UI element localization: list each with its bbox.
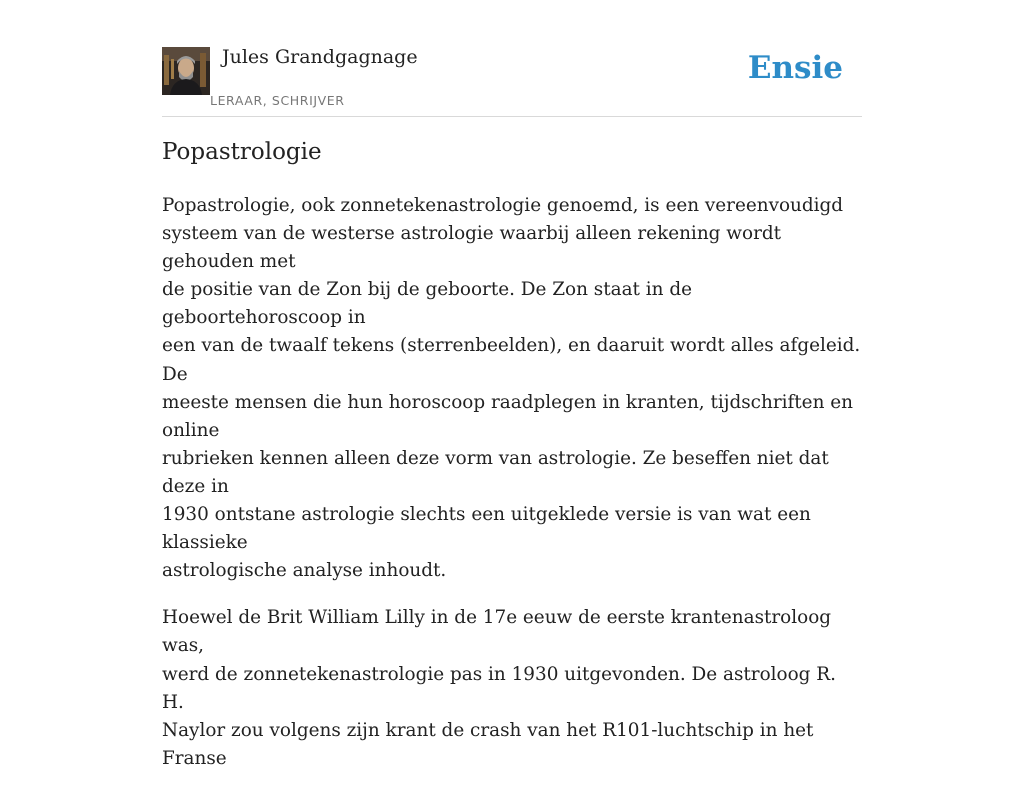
paragraph-line: Popastrologie, ook zonnetekenastrologie genoemd, is een vereenvoudigd [162,195,844,216]
paragraph-line: systeem van de westerse astrologie waarbij alleen rekening wordt gehouden met [162,223,782,273]
article-body [162,192,862,792]
paragraph-line: Hoewel de Brit William Lilly in de 17e eeuw de eerste krantenastroloog was, [162,607,832,657]
paragraph-line: de positie van de Zon bij de geboorte. De Zon staat in de geboortehoroscoop in [162,279,693,329]
author-avatar[interactable] [162,47,210,95]
paragraph-line: een van de twaalf tekens (sterrenbeelden), en daaruit wordt alles afgeleid. De [162,335,861,385]
author-name[interactable]: Jules Grandgagnage [222,46,418,68]
paragraph-line: 1930 ontstane astrologie slechts een uitgeklede versie is van wat een klassieke [162,504,811,554]
paragraph-line: astrologische analyse inhoudt. [162,560,447,582]
paragraph-line: Naylor zou volgens zijn krant de crash van het R101-luchtschip in het Franse [162,719,814,769]
paragraph-line: meeste mensen die hun horoscoop raadplegen in kranten, tijdschriften en online [162,391,853,441]
article-title: Popastrologie [162,139,322,165]
paragraph-line: rubrieken kennen alleen deze vorm van astrologie. Ze beseffen niet dat deze in [162,447,829,497]
author-role: LERAAR, SCHRIJVER [210,93,345,108]
article-paragraph [162,604,862,773]
avatar-photo [162,47,210,95]
article-paragraph [162,192,862,585]
paragraph-line: werd de zonnetekenastrologie pas in 1930 uitgevonden. De astroloog R. H. [162,663,836,713]
author-header [162,44,862,117]
ensie-logo[interactable]: Ensie [747,50,843,86]
